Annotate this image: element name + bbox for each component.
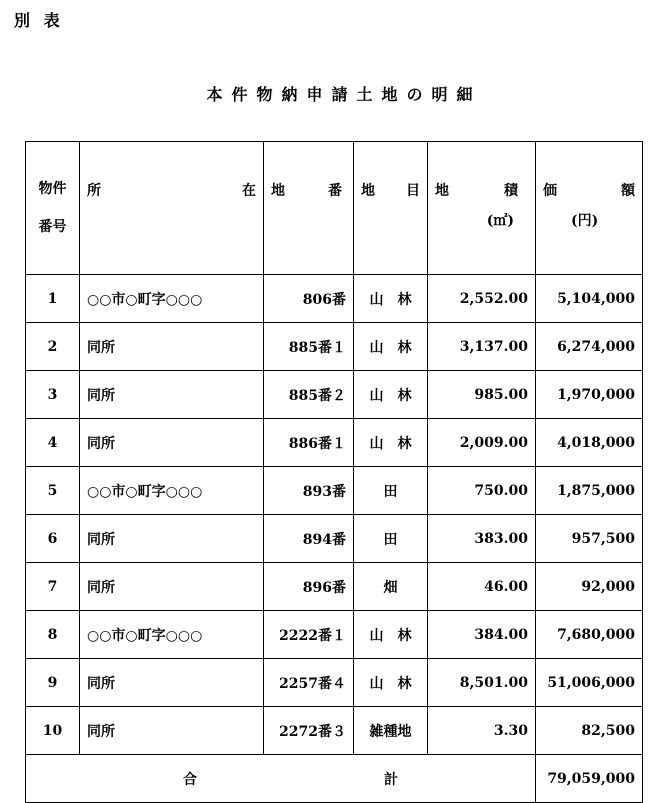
row-area: 2,552.00 xyxy=(428,275,536,323)
row-land-category: 山 林 xyxy=(354,611,428,659)
row-number: 3 xyxy=(26,371,80,419)
header-area-a: 地 xyxy=(435,183,449,199)
row-location: 同所 xyxy=(80,707,264,755)
header-land-category xyxy=(354,142,428,275)
table-row xyxy=(26,659,643,707)
total-label xyxy=(26,755,536,803)
table-row xyxy=(26,611,643,659)
header-location-a: 所 xyxy=(87,183,101,199)
header-category-b: 目 xyxy=(406,183,420,199)
row-lot-number: 893番 xyxy=(264,467,354,515)
table-row xyxy=(26,323,643,371)
row-area: 384.00 xyxy=(428,611,536,659)
row-land-category: 山 林 xyxy=(354,323,428,371)
row-value: 7,680,000 xyxy=(536,611,643,659)
row-lot-number: 885番１ xyxy=(264,323,354,371)
table-row xyxy=(26,563,643,611)
row-value: 92,000 xyxy=(536,563,643,611)
row-number: 6 xyxy=(26,515,80,563)
row-lot-number: 885番２ xyxy=(264,371,354,419)
row-area: 383.00 xyxy=(428,515,536,563)
row-area: 8,501.00 xyxy=(428,659,536,707)
row-number: 5 xyxy=(26,467,80,515)
row-value: 5,104,000 xyxy=(536,275,643,323)
row-lot-number: 896番 xyxy=(264,563,354,611)
row-value: 1,970,000 xyxy=(536,371,643,419)
total-label-a: 合 xyxy=(183,771,197,788)
row-land-category: 山 林 xyxy=(354,275,428,323)
header-item-number-line2: 番号 xyxy=(38,219,67,235)
row-area: 985.00 xyxy=(428,371,536,419)
header-item-number xyxy=(26,142,80,275)
row-lot-number: 2272番３ xyxy=(264,707,354,755)
header-location-b: 在 xyxy=(242,183,256,199)
row-number: 8 xyxy=(26,611,80,659)
row-number: 2 xyxy=(26,323,80,371)
row-number: 4 xyxy=(26,419,80,467)
row-value: 6,274,000 xyxy=(536,323,643,371)
row-location: 同所 xyxy=(80,419,264,467)
row-location: 同所 xyxy=(80,323,264,371)
row-location: 同所 xyxy=(80,515,264,563)
total-label-b: 計 xyxy=(384,771,398,788)
row-number: 10 xyxy=(26,707,80,755)
row-land-category: 山 林 xyxy=(354,659,428,707)
row-value: 4,018,000 xyxy=(536,419,643,467)
table-row xyxy=(26,707,643,755)
row-area: 750.00 xyxy=(428,467,536,515)
row-land-category: 田 xyxy=(354,515,428,563)
header-value-a: 価 xyxy=(543,183,557,199)
row-lot-number: 806番 xyxy=(264,275,354,323)
header-area-b: 積 xyxy=(504,183,518,199)
row-area: 3.30 xyxy=(428,707,536,755)
row-land-category: 山 林 xyxy=(354,371,428,419)
header-value xyxy=(536,142,643,275)
header-value-b: 額 xyxy=(621,183,635,199)
row-number: 1 xyxy=(26,275,80,323)
table-row xyxy=(26,467,643,515)
header-value-unit: (円) xyxy=(571,213,599,229)
row-location: ○○市○町字○○○ xyxy=(80,467,264,515)
table-row xyxy=(26,419,643,467)
header-area-unit: (㎡) xyxy=(486,213,514,229)
table-header-row xyxy=(26,142,643,275)
row-value: 51,006,000 xyxy=(536,659,643,707)
row-area: 46.00 xyxy=(428,563,536,611)
header-lot-number xyxy=(264,142,354,275)
document-title: 本件物納申請土地の明細 xyxy=(206,85,482,104)
table-row xyxy=(26,371,643,419)
row-area: 3,137.00 xyxy=(428,323,536,371)
row-lot-number: 886番１ xyxy=(264,419,354,467)
row-value: 1,875,000 xyxy=(536,467,643,515)
row-number: 7 xyxy=(26,563,80,611)
header-area xyxy=(428,142,536,275)
row-area: 2,009.00 xyxy=(428,419,536,467)
header-category-a: 地 xyxy=(361,183,375,199)
header-location xyxy=(80,142,264,275)
header-lot-b: 番 xyxy=(328,183,342,199)
row-location: 同所 xyxy=(80,659,264,707)
row-lot-number: 894番 xyxy=(264,515,354,563)
row-location: ○○市○町字○○○ xyxy=(80,275,264,323)
header-lot-a: 地 xyxy=(271,183,285,199)
row-value: 957,500 xyxy=(536,515,643,563)
row-number: 9 xyxy=(26,659,80,707)
row-location: ○○市○町字○○○ xyxy=(80,611,264,659)
row-location: 同所 xyxy=(80,371,264,419)
total-value: 79,059,000 xyxy=(536,755,643,803)
row-land-category: 雑種地 xyxy=(354,707,428,755)
row-land-category: 畑 xyxy=(354,563,428,611)
row-land-category: 山 林 xyxy=(354,419,428,467)
row-value: 82,500 xyxy=(536,707,643,755)
appendix-label: 別 表 xyxy=(14,11,64,30)
row-lot-number: 2257番４ xyxy=(264,659,354,707)
table-row xyxy=(26,515,643,563)
header-item-number-line1: 物件 xyxy=(38,181,67,197)
land-detail-table xyxy=(25,141,643,803)
table-row xyxy=(26,275,643,323)
row-land-category: 田 xyxy=(354,467,428,515)
row-location: 同所 xyxy=(80,563,264,611)
total-row xyxy=(26,755,643,803)
row-lot-number: 2222番１ xyxy=(264,611,354,659)
